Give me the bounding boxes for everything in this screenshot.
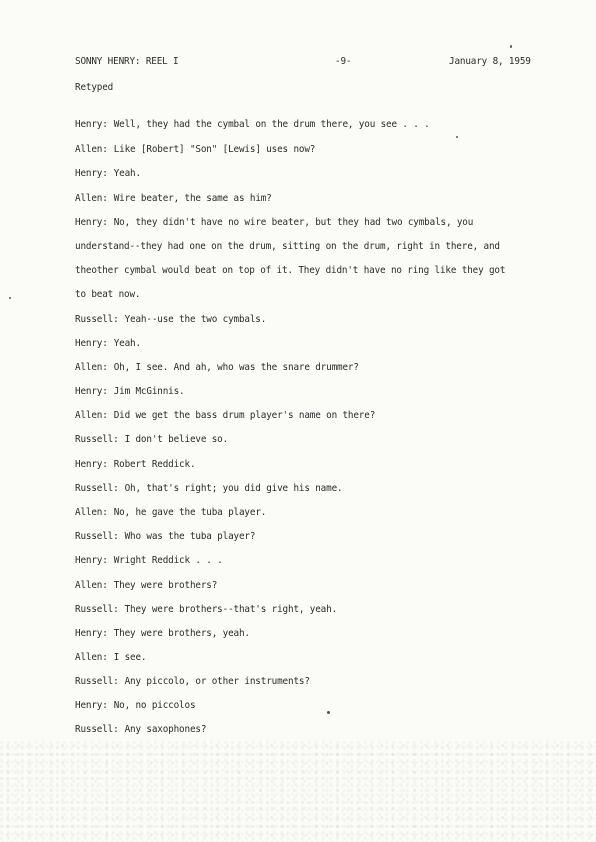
transcript-line <box>75 700 195 711</box>
transcript-line <box>75 459 195 470</box>
speaker-label: Russell: <box>75 676 119 687</box>
transcript-line <box>75 628 250 639</box>
line-text: Like [Robert] "Son" [Lewis] uses now? <box>113 144 316 155</box>
transcript-line <box>75 144 315 155</box>
speaker-label: Henry: <box>75 119 108 130</box>
transcript-line <box>75 410 375 421</box>
transcript-line <box>75 507 266 518</box>
transcript-line <box>75 217 473 228</box>
line-text: No, no piccolos <box>113 700 196 711</box>
line-text: Wire beater, the same as him? <box>113 193 272 204</box>
speaker-label: Allen: <box>75 580 108 591</box>
header-date: January 8, 1959 <box>449 56 531 67</box>
transcript-line <box>75 555 223 566</box>
transcript-line <box>75 265 505 276</box>
line-text: to beat now. <box>75 289 141 300</box>
line-text: understand--they had one on the drum, sitting on the drum, right in there, and <box>75 241 500 252</box>
transcript-line <box>75 604 337 615</box>
transcript-line <box>75 314 266 325</box>
line-text: Any saxophones? <box>124 724 207 735</box>
line-text: Jim McGinnis. <box>113 386 185 397</box>
speaker-label: Allen: <box>75 193 108 204</box>
transcript-line <box>75 531 255 542</box>
line-text: They were brothers? <box>113 580 218 591</box>
speaker-label: Russell: <box>75 483 119 494</box>
speaker-label: Henry: <box>75 700 108 711</box>
speaker-label: Henry: <box>75 217 108 228</box>
speaker-label: Henry: <box>75 168 108 179</box>
line-text: Yeah. <box>113 168 141 179</box>
transcript-line <box>75 289 140 300</box>
line-text: theother cymbal would beat on top of it. They didn't have no ring like they got <box>75 265 506 276</box>
line-text: Wright Reddick . . . <box>113 555 223 566</box>
speaker-label: Russell: <box>75 604 119 615</box>
retyped-label: Retyped <box>75 82 114 93</box>
line-text: Oh, I see. And ah, who was the snare drummer? <box>113 362 359 373</box>
speaker-label: Henry: <box>75 628 108 639</box>
speaker-label: Allen: <box>75 144 108 155</box>
speaker-label: Russell: <box>75 314 119 325</box>
transcript-line <box>75 434 228 445</box>
transcript-line <box>75 580 217 591</box>
line-text: No, he gave the tuba player. <box>113 507 267 518</box>
speaker-label: Allen: <box>75 507 108 518</box>
page-number: -9- <box>335 56 352 67</box>
line-text: Who was the tuba player? <box>124 531 256 542</box>
line-text: They were brothers, yeah. <box>113 628 250 639</box>
speaker-label: Russell: <box>75 531 119 542</box>
line-text: I don't believe so. <box>124 434 229 445</box>
line-text: They were brothers--that's right, yeah. <box>124 604 338 615</box>
line-text: Oh, that's right; you did give his name. <box>124 483 343 494</box>
transcript-line <box>75 338 141 349</box>
transcript-line <box>75 193 272 204</box>
transcript-line <box>75 483 342 494</box>
speaker-label: Henry: <box>75 555 108 566</box>
line-text: I see. <box>113 652 147 663</box>
speaker-label: Allen: <box>75 362 108 373</box>
line-text: Well, they had the cymbal on the drum there, you see . . . <box>113 119 430 130</box>
speaker-label: Russell: <box>75 724 119 735</box>
header-title: SONNY HENRY: REEL I <box>75 56 179 67</box>
speaker-label: Russell: <box>75 434 119 445</box>
line-text: Did we get the bass drum player's name on there? <box>113 410 376 421</box>
scan-noise <box>0 740 596 842</box>
speaker-label: Henry: <box>75 459 108 470</box>
speaker-label: Allen: <box>75 652 108 663</box>
line-text: Yeah--use the two cymbals. <box>124 314 267 325</box>
transcript-line <box>75 362 359 373</box>
transcript-line <box>75 241 500 252</box>
speaker-label: Henry: <box>75 386 108 397</box>
scan-speck <box>327 711 330 714</box>
line-text: Yeah. <box>113 338 141 349</box>
scan-speck <box>9 297 11 299</box>
transcript-line <box>75 652 146 663</box>
transcript-line <box>75 676 310 687</box>
speaker-label: Allen: <box>75 410 108 421</box>
transcript-line <box>75 119 430 130</box>
speaker-label: Henry: <box>75 338 108 349</box>
transcript-line <box>75 724 206 735</box>
line-text: Robert Reddick. <box>113 459 196 470</box>
transcript-line <box>75 386 185 397</box>
transcript-line <box>75 168 141 179</box>
scan-speck <box>510 45 512 48</box>
scan-speck <box>456 136 458 138</box>
line-text: No, they didn't have no wire beater, but they had two cymbals, you <box>113 217 474 228</box>
line-text: Any piccolo, or other instruments? <box>124 676 310 687</box>
